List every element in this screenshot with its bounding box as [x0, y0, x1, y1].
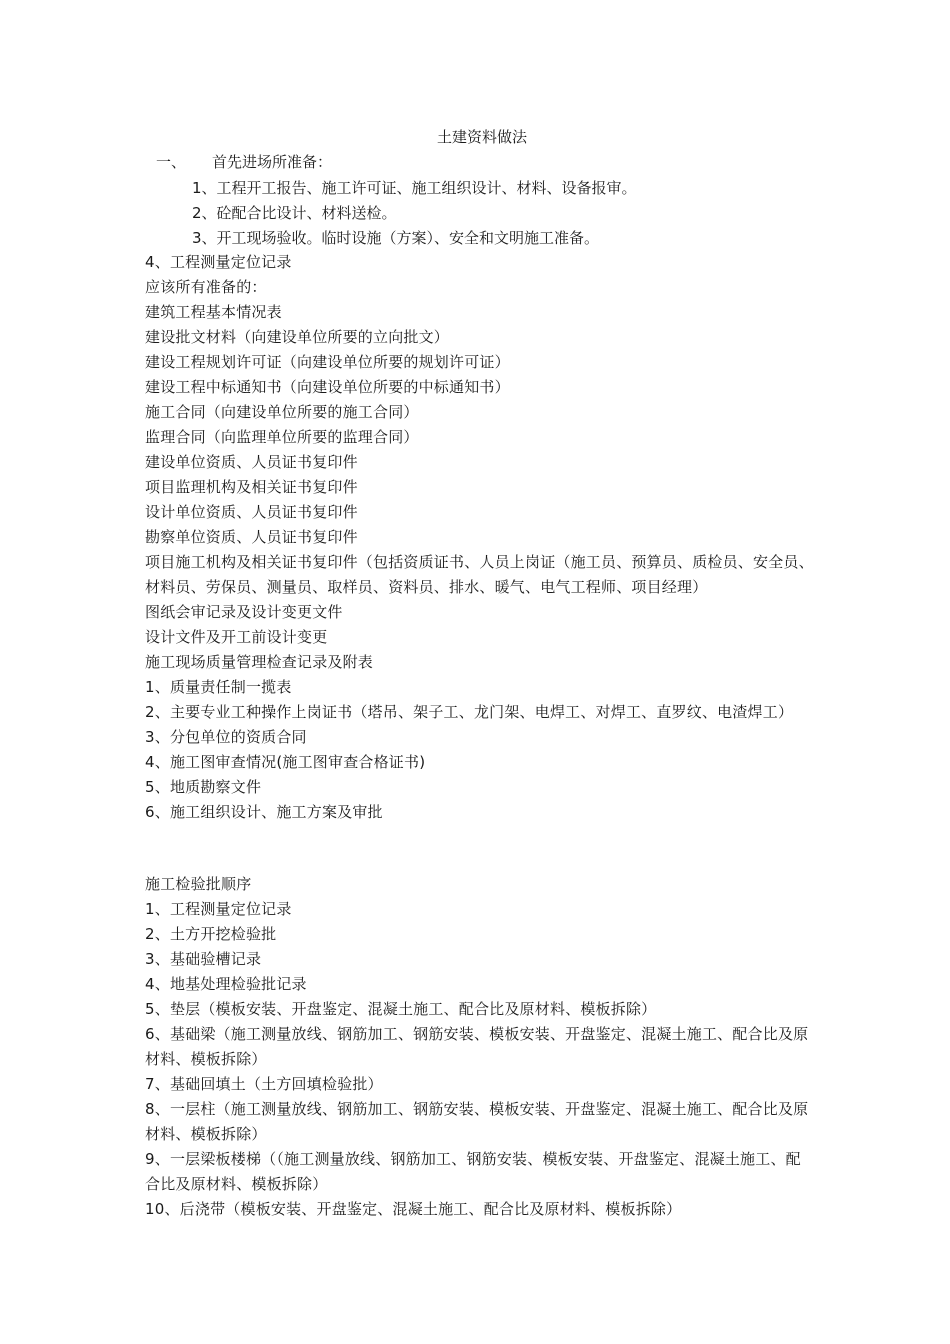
- list-item: 2、土方开挖检验批: [145, 925, 277, 943]
- list-item: 4、工程测量定位记录: [145, 253, 292, 271]
- list-item: 5、垫层（模板安装、开盘鉴定、混凝土施工、配合比及原材料、模板拆除）: [145, 1000, 657, 1018]
- list-item: 2、砼配合比设计、材料送检。: [192, 204, 397, 222]
- list-item: 3、开工现场验收。临时设施（方案）、安全和文明施工准备。: [192, 229, 600, 247]
- list-item: 建设单位资质、人员证书复印件: [145, 453, 358, 471]
- section-heading-text: 首先进场所准备：: [212, 153, 333, 171]
- list-item: 7、基础回填土（土方回填检验批）: [145, 1075, 383, 1093]
- list-item: 建设工程规划许可证（向建设单位所要的规划许可证）: [145, 353, 510, 371]
- list-item: 6、基础梁（施工测量放线、钢筋加工、钢筋安装、模板安装、开盘鉴定、混凝土施工、配合比及原材料、模板拆除）: [145, 1025, 809, 1068]
- list-item: 应该所有准备的：: [145, 278, 267, 296]
- list-item: 1、质量责任制一揽表: [145, 678, 292, 696]
- list-item: 设计文件及开工前设计变更: [145, 628, 328, 646]
- list-item: 建设工程中标通知书（向建设单位所要的中标通知书）: [145, 378, 510, 396]
- list-item: 5、地质勘察文件: [145, 778, 262, 796]
- list-item: 施工检验批顺序: [145, 875, 252, 893]
- list-item: 施工合同（向建设单位所要的施工合同）: [145, 403, 419, 421]
- list-item: 图纸会审记录及设计变更文件: [145, 603, 343, 621]
- list-item: 3、分包单位的资质合同: [145, 728, 307, 746]
- section-number: 一、: [156, 153, 187, 171]
- list-item: 1、工程测量定位记录: [145, 900, 292, 918]
- list-item: 6、施工组织设计、施工方案及审批: [145, 803, 383, 821]
- list-item: 4、施工图审查情况(施工图审查合格证书): [145, 753, 426, 771]
- list-item: 建筑工程基本情况表: [145, 303, 282, 321]
- list-item: 监理合同（向监理单位所要的监理合同）: [145, 428, 419, 446]
- list-item: 9、一层梁板楼梯（（施工测量放线、钢筋加工、钢筋安装、模板安装、开盘鉴定、混凝土施工、配合比及原材料、模板拆除）: [145, 1150, 801, 1193]
- list-item: 8、一层柱（施工测量放线、钢筋加工、钢筋安装、模板安装、开盘鉴定、混凝土施工、配合比及原材料、模板拆除）: [145, 1100, 809, 1143]
- inspection-order-list: [145, 872, 815, 1222]
- list-item: 建设批文材料（向建设单位所要的立向批文）: [145, 328, 450, 346]
- list-item: 项目监理机构及相关证书复印件: [145, 478, 358, 496]
- list-item: 设计单位资质、人员证书复印件: [145, 503, 358, 521]
- list-item: 1、工程开工报告、施工许可证、施工组织设计、材料、设备报审。: [192, 179, 637, 197]
- preparation-list: [192, 176, 637, 251]
- required-documents-list: [145, 250, 815, 825]
- list-item: 项目施工机构及相关证书复印件（包括资质证书、人员上岗证（施工员、预算员、质检员、安全员、材料员、劳保员、测量员、取样员、资料员、排水、暖气、电气工程师、项目经理）: [145, 553, 814, 596]
- list-item: 10、后浇带（模板安装、开盘鉴定、混凝土施工、配合比及原材料、模板拆除）: [145, 1200, 682, 1218]
- list-item: 3、基础验槽记录: [145, 950, 262, 968]
- section-heading: [156, 151, 332, 173]
- list-item: 施工现场质量管理检查记录及附表: [145, 653, 374, 671]
- document-title: 土建资料做法: [436, 128, 527, 146]
- list-item: 勘察单位资质、人员证书复印件: [145, 528, 358, 546]
- list-item: 4、地基处理检验批记录: [145, 975, 307, 993]
- list-item: 2、主要专业工种操作上岗证书（塔吊、架子工、龙门架、电焊工、对焊工、直罗纹、电渣焊工）: [145, 703, 794, 721]
